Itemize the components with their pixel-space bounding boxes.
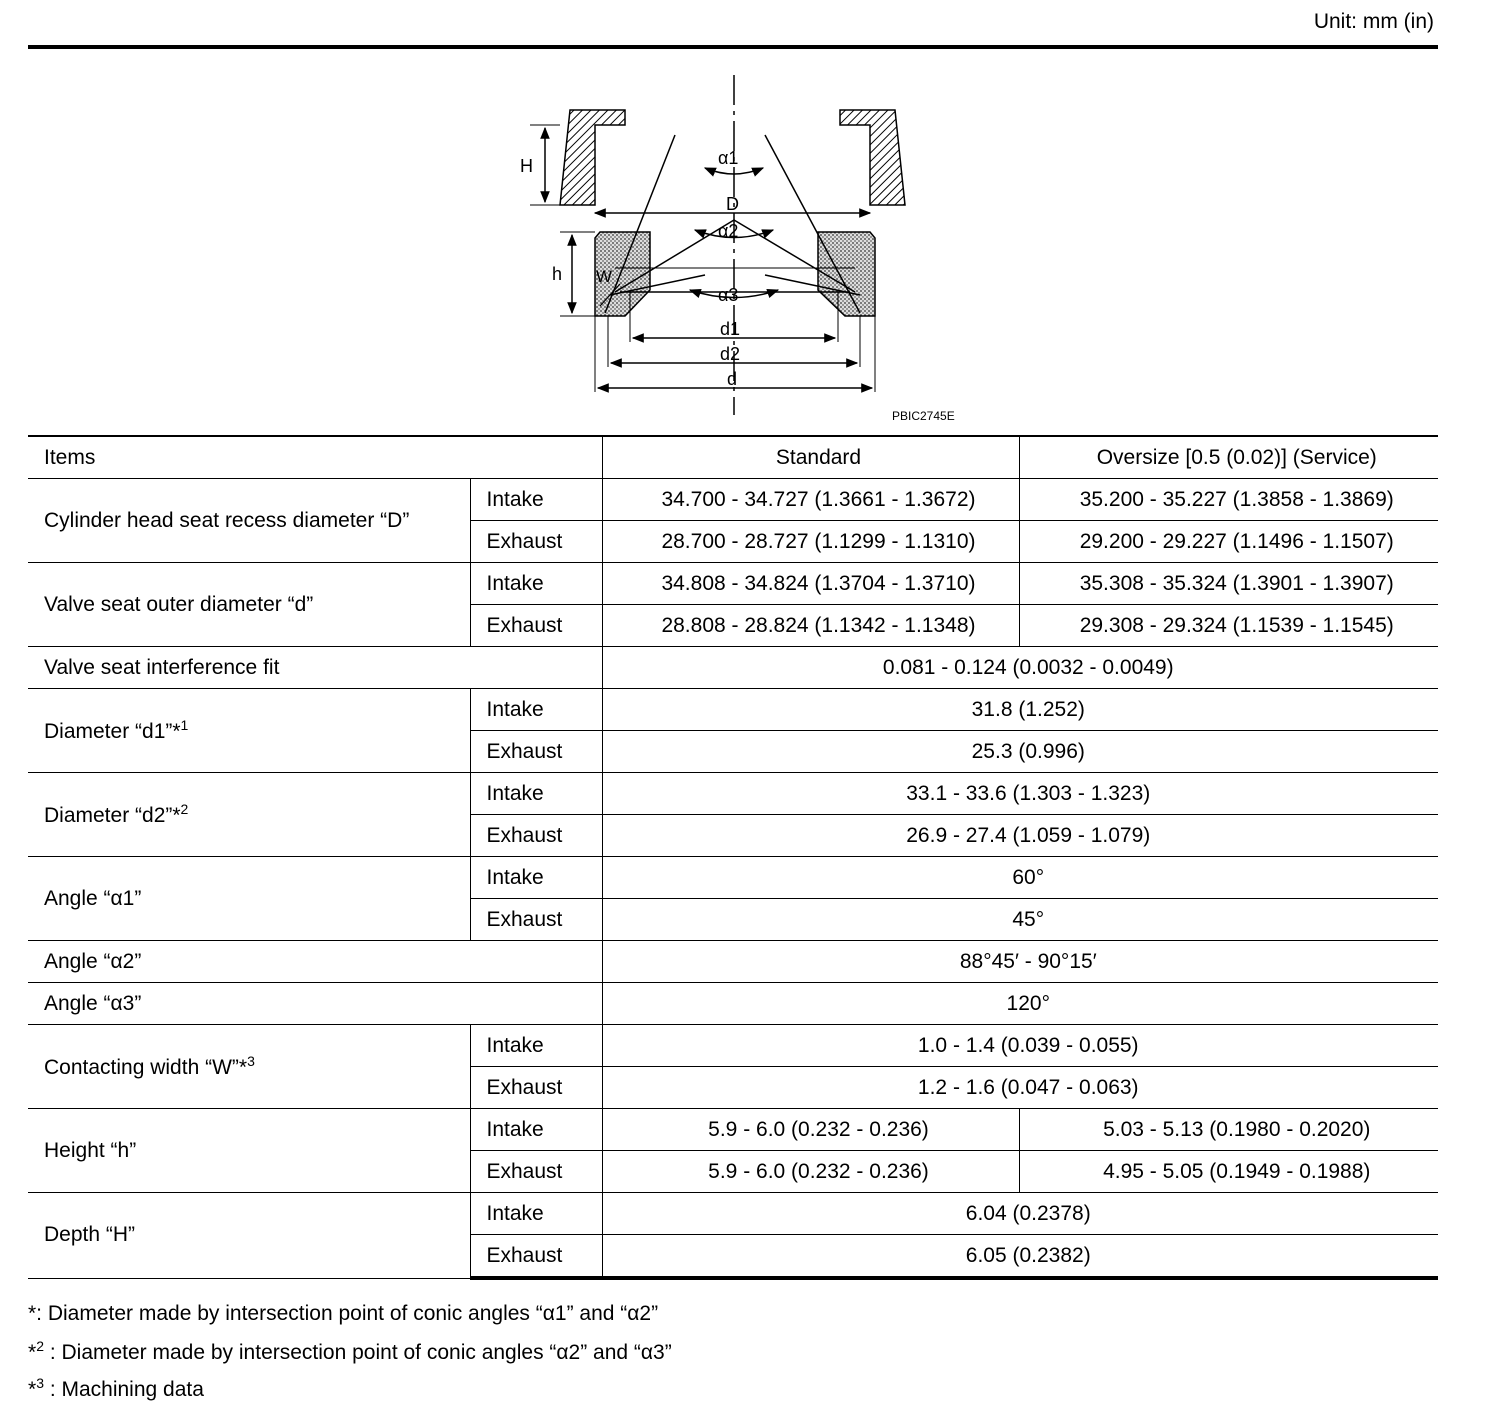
row-label: Diameter “d2”*$^2$ (28, 773, 470, 857)
cell-value: 29.200 - 29.227 (1.1496 - 1.1507) (1019, 521, 1438, 563)
label-d1: d1 (720, 319, 741, 339)
cell-value: 26.9 - 27.4 (1.059 - 1.079) (602, 815, 1438, 857)
table-header-row (28, 436, 1438, 479)
label-a3: α3 (718, 285, 739, 305)
cell-value: 5.03 - 5.13 (0.1980 - 0.2020) (1019, 1109, 1438, 1151)
top-rule (28, 45, 1438, 49)
cell-value: 1.0 - 1.4 (0.039 - 0.055) (602, 1025, 1438, 1067)
row-label: Angle “α3” (28, 983, 602, 1025)
sub-label: Exhaust (470, 1067, 602, 1109)
sub-label: Exhaust (470, 1235, 602, 1279)
table-row (28, 857, 1438, 899)
sub-label: Intake (470, 1109, 602, 1151)
row-label: Depth “H” (28, 1193, 470, 1279)
sub-label: Exhaust (470, 605, 602, 647)
table-row (28, 689, 1438, 731)
label-h: h (552, 264, 563, 284)
cell-value: 28.808 - 28.824 (1.1342 - 1.1348) (602, 605, 1019, 647)
cell-value: 6.05 (0.2382) (602, 1235, 1438, 1279)
sub-label: Intake (470, 1193, 602, 1235)
row-label: Diameter “d1”*$^1$ (28, 689, 470, 773)
table-row (28, 773, 1438, 815)
cylinder-head-right (840, 110, 905, 205)
footnote-2: *$^2$ : Diameter made by intersection point of conic angles “α2” and “α3” (28, 1338, 672, 1364)
cell-value: 5.9 - 6.0 (0.232 - 0.236) (602, 1151, 1019, 1193)
valve-seat-spec-table (28, 435, 1438, 1280)
sub-label: Intake (470, 857, 602, 899)
table-row (28, 647, 1438, 689)
row-label: Valve seat interference fit (28, 647, 602, 689)
sub-label: Intake (470, 479, 602, 521)
sub-label: Exhaust (470, 815, 602, 857)
row-label: Angle “α2” (28, 941, 602, 983)
cell-value: 34.808 - 34.824 (1.3704 - 1.3710) (602, 563, 1019, 605)
sub-label: Intake (470, 689, 602, 731)
table-row (28, 941, 1438, 983)
cell-value: 35.308 - 35.324 (1.3901 - 1.3907) (1019, 563, 1438, 605)
sub-label: Intake (470, 1025, 602, 1067)
label-d: d (727, 369, 738, 389)
cell-value: 1.2 - 1.6 (0.047 - 0.063) (602, 1067, 1438, 1109)
cell-value: 60° (602, 857, 1438, 899)
cell-value: 28.700 - 28.727 (1.1299 - 1.1310) (602, 521, 1019, 563)
cell-value: 33.1 - 33.6 (1.303 - 1.323) (602, 773, 1438, 815)
valve-seat-right (818, 232, 875, 316)
label-W: W (596, 267, 613, 286)
header-items: Items (28, 436, 602, 479)
label-d2: d2 (720, 344, 741, 364)
row-label: Valve seat outer diameter “d” (28, 563, 470, 647)
sub-label: Exhaust (470, 521, 602, 563)
row-label: Angle “α1” (28, 857, 470, 941)
footnote-1: *: Diameter made by intersection point of conic angles “α1” and “α2” (28, 1302, 659, 1325)
sub-label: Exhaust (470, 731, 602, 773)
table-row (28, 563, 1438, 605)
cell-value: 0.081 - 0.124 (0.0032 - 0.0049) (602, 647, 1438, 689)
cell-value: 120° (602, 983, 1438, 1025)
row-label: Contacting width “W”*$^3$ (28, 1025, 470, 1109)
label-D: D (726, 194, 739, 214)
table-row (28, 1109, 1438, 1151)
sub-label: Exhaust (470, 1151, 602, 1193)
cell-value: 29.308 - 29.324 (1.1539 - 1.1545) (1019, 605, 1438, 647)
table-row (28, 983, 1438, 1025)
cell-value: 25.3 (0.996) (602, 731, 1438, 773)
header-standard: Standard (602, 436, 1019, 479)
cell-value: 34.700 - 34.727 (1.3661 - 1.3672) (602, 479, 1019, 521)
row-label: Cylinder head seat recess diameter “D” (28, 479, 470, 563)
cylinder-head-left (560, 110, 625, 205)
label-a1: α1 (718, 148, 739, 168)
cell-value: 5.9 - 6.0 (0.232 - 0.236) (602, 1109, 1019, 1151)
row-label: Height “h” (28, 1109, 470, 1193)
cell-value: 45° (602, 899, 1438, 941)
label-a2: α2 (718, 221, 739, 241)
cell-value: 35.200 - 35.227 (1.3858 - 1.3869) (1019, 479, 1438, 521)
valve-seat-diagram (520, 70, 980, 430)
table-row (28, 1025, 1438, 1067)
diagram-code: PBIC2745E (892, 409, 955, 423)
cell-value: 88°45′ - 90°15′ (602, 941, 1438, 983)
unit-label: Unit: mm (in) (1313, 10, 1434, 33)
cell-value: 4.95 - 5.05 (0.1949 - 0.1988) (1019, 1151, 1438, 1193)
sub-label: Exhaust (470, 899, 602, 941)
cell-value: 6.04 (0.2378) (602, 1193, 1438, 1235)
cell-value: 31.8 (1.252) (602, 689, 1438, 731)
label-H: H (520, 156, 533, 176)
footnote-3: *$^3$ : Machining data (28, 1375, 204, 1401)
header-oversize: Oversize [0.5 (0.02)] (Service) (1019, 436, 1438, 479)
sub-label: Intake (470, 563, 602, 605)
table-row (28, 1193, 1438, 1235)
table-row (28, 479, 1438, 521)
sub-label: Intake (470, 773, 602, 815)
